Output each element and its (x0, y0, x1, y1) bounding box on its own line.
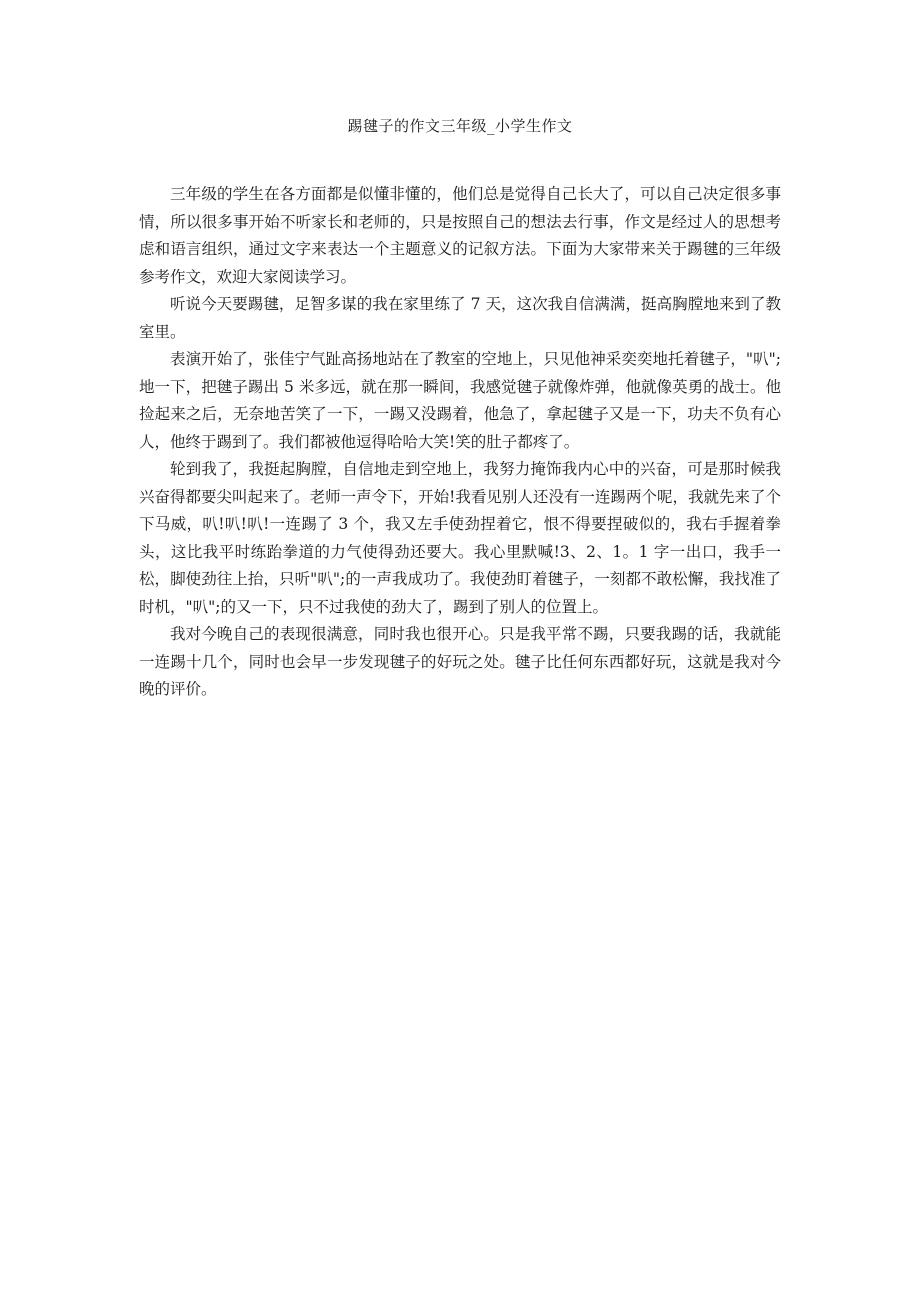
document-title: 踢毽子的作文三年级_小学生作文 (347, 117, 573, 135)
paragraph-performance: 表演开始了，张佳宁气趾高扬地站在了教室的空地上，只见他神采奕奕地托着毽子，"叭";地一下，把毽子踢出 5 米多远，就在那一瞬间，我感觉毽子就像炸弹，他就像英勇的战士。他捡起来之后，无奈地苦笑了一下，一踢又没踢着，他急了，拿起毽子又是一下，功夫不负有心人，他终于踢到了。我们都被他逗得哈哈大笑!笑的肚子都疼了。 (139, 350, 781, 451)
paragraph-practice: 听说今天要踢毽，足智多谋的我在家里练了 7 天，这次我自信满满，挺高胸膛地来到了教室里。 (139, 295, 781, 341)
paragraph-intro: 三年级的学生在各方面都是似懂非懂的，他们总是觉得自己长大了，可以自己决定很多事情，所以很多事开始不听家长和老师的，只是按照自己的想法去行事，作文是经过人的思想考虑和语言组织，通过文字来表达一个主题意义的记叙方法。下面为大家带来关于踢毽的三年级参考作文，欢迎大家阅读学习。 (139, 185, 781, 286)
paragraph-conclusion: 我对今晚自己的表现很满意，同时我也很开心。只是我平常不踢，只要我踢的话，我就能一连踢十几个，同时也会早一步发现毽子的好玩之处。毽子比任何东西都好玩，这就是我对今晚的评价。 (139, 625, 781, 698)
document-body (139, 181, 781, 704)
paragraph-my-turn: 轮到我了，我挺起胸膛，自信地走到空地上，我努力掩饰我内心中的兴奋，可是那时候我兴奋得都要尖叫起来了。老师一声令下，开始!我看见别人还没有一连踢两个呢，我就先来了个下马威，叭!叭!叭!一连踢了 3 个，我又左手使劲捏着它，恨不得要捏破似的，我右手握着拳头，这比我平时练跆拳道的力气使得劲还要大。我心里默喊!3、2、1。1 字一出口，我手一松，脚使劲往上抬，只听"叭";的一声我成功了。我使劲盯着毽子，一刻都不敢松懈，我找准了时机，"叭";的又一下，只不过我使的劲大了，踢到了别人的位置上。 (139, 460, 781, 616)
